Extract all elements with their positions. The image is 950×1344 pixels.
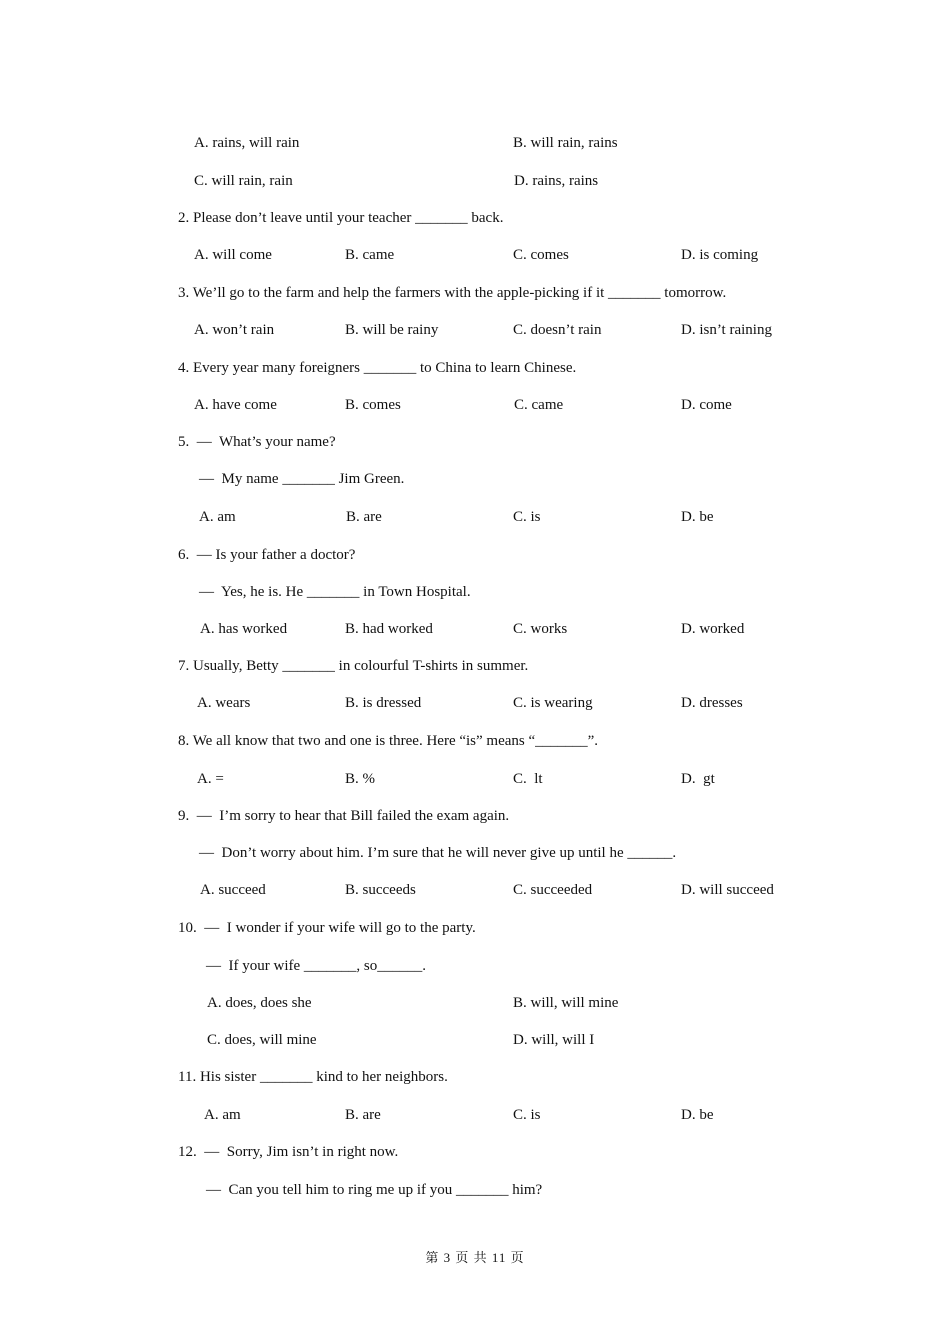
q9-reply: — Don’t worry about him. I’m sure that he will never give up until he ______.	[199, 845, 677, 861]
q1-option-b: B. will rain, rains	[513, 135, 618, 151]
q9-stem: 9. — I’m sorry to hear that Bill failed the exam again.	[178, 808, 510, 824]
q11-option-c: C. is	[513, 1107, 541, 1123]
q2-option-d: D. is coming	[681, 247, 759, 263]
q6-option-d: D. worked	[681, 621, 745, 637]
q4-option-b: B. comes	[345, 397, 401, 413]
q7-option-a: A. wears	[197, 695, 251, 711]
q8-stem: 8. We all know that two and one is three. Here “is” means “_______”.	[178, 733, 599, 749]
q8-option-c: C. lt	[513, 771, 543, 787]
q7-stem: 7. Usually, Betty _______ in colourful T-shirts in summer.	[178, 658, 529, 674]
q10-option-a: A. does, does she	[207, 995, 312, 1011]
q6-option-b: B. had worked	[345, 621, 433, 637]
q2-stem: 2. Please don’t leave until your teacher _______ back.	[178, 210, 504, 226]
q6-reply: — Yes, he is. He _______ in Town Hospital.	[199, 584, 471, 600]
q12-reply: — Can you tell him to ring me up if you _______ him?	[206, 1182, 543, 1198]
q5-option-a: A. am	[199, 509, 236, 525]
q6-option-a: A. has worked	[200, 621, 288, 637]
q5-option-d: D. be	[681, 509, 714, 525]
q6-stem: 6. — Is your father a doctor?	[178, 547, 356, 563]
q8-option-b: B. %	[345, 771, 375, 787]
q11-option-d: D. be	[681, 1107, 714, 1123]
q10-option-c: C. does, will mine	[207, 1032, 317, 1048]
q3-option-b: B. will be rainy	[345, 322, 439, 338]
q7-option-b: B. is dressed	[345, 695, 422, 711]
q10-stem: 10. — I wonder if your wife will go to the party.	[178, 920, 476, 936]
q5-reply: — My name _______ Jim Green.	[199, 471, 405, 487]
q10-option-d: D. will, will I	[513, 1032, 595, 1048]
q9-option-c: C. succeeded	[513, 882, 593, 898]
q6-option-c: C. works	[513, 621, 568, 637]
q2-option-a: A. will come	[194, 247, 272, 263]
q9-option-b: B. succeeds	[345, 882, 416, 898]
q3-option-d: D. isn’t raining	[681, 322, 772, 338]
q8-option-a: A. =	[197, 771, 224, 787]
q7-option-d: D. dresses	[681, 695, 743, 711]
q12-stem: 12. — Sorry, Jim isn’t in right now.	[178, 1144, 399, 1160]
q3-stem: 3. We’ll go to the farm and help the farmers with the apple-picking if it _______ tomorrow.	[178, 285, 727, 301]
q4-option-c: C. came	[514, 397, 564, 413]
q1-option-c: C. will rain, rain	[194, 173, 293, 189]
q2-option-c: C. comes	[513, 247, 569, 263]
q7-option-c: C. is wearing	[513, 695, 593, 711]
q10-reply: — If your wife _______, so______.	[206, 958, 426, 974]
q11-option-a: A. am	[204, 1107, 241, 1123]
q5-option-b: B. are	[346, 509, 382, 525]
q5-stem: 5. — What’s your name?	[178, 434, 336, 450]
q1-option-d: D. rains, rains	[514, 173, 599, 189]
q1-option-a: A. rains, will rain	[194, 135, 300, 151]
q11-option-b: B. are	[345, 1107, 381, 1123]
page-footer: 第 3 页 共 11 页	[425, 1250, 525, 1265]
q4-option-a: A. have come	[194, 397, 277, 413]
q8-option-d: D. gt	[681, 771, 715, 787]
q4-option-d: D. come	[681, 397, 732, 413]
q3-option-c: C. doesn’t rain	[513, 322, 602, 338]
q2-option-b: B. came	[345, 247, 395, 263]
q4-stem: 4. Every year many foreigners _______ to China to learn Chinese.	[178, 360, 577, 376]
q3-option-a: A. won’t rain	[194, 322, 275, 338]
q5-option-c: C. is	[513, 509, 541, 525]
q10-option-b: B. will, will mine	[513, 995, 619, 1011]
q11-stem: 11. His sister _______ kind to her neighbors.	[178, 1069, 448, 1085]
q9-option-d: D. will succeed	[681, 882, 774, 898]
q9-option-a: A. succeed	[200, 882, 266, 898]
